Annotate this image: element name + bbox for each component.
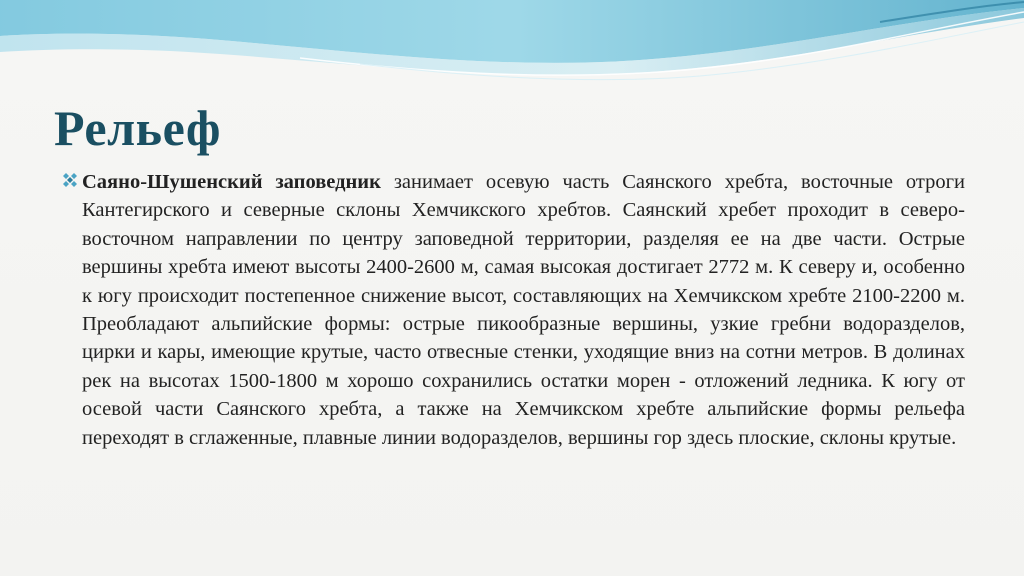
slide-body xyxy=(60,168,965,452)
diamond-bullet-icon xyxy=(60,171,80,191)
header-wave-decoration xyxy=(0,0,1024,110)
paragraph-bold-lead: Саяно-Шушенский заповедник xyxy=(82,171,381,193)
body-paragraph xyxy=(82,168,965,452)
slide-title: Рельеф xyxy=(54,100,221,156)
paragraph-text: занимает осевую часть Саянского хребта, восточные отроги Кантегирского и северные склоны Хемчикского хребтов. Саянский хребет проходит в северо-восточном направлении по центру заповедной территории, разделяя ее на две части. Острые вершины хребта имеют высоты 2400-2600 м, самая высокая достигает 2772 м. К северу и, особенно к югу происходит постепенное снижение высот, составляющих на Хемчикском хребте 2100-2200 м. Преобладают альпийские формы: острые пикообразные вершины, узкие гребни водоразделов, цирки и кары, имеющие крутые, часто отвесные стенки, уходящие вниз на сотни метров. В долинах рек на высотах 1500-1800 м хорошо сохранились остатки морен - отложений ледника. К югу от осевой части Саянского хребта, а также на Хемчикском хребте альпийские формы рельефа переходят в сглаженные, плавные линии водоразделов, вершины гор здесь плоские, склоны крутые. xyxy=(82,171,965,449)
